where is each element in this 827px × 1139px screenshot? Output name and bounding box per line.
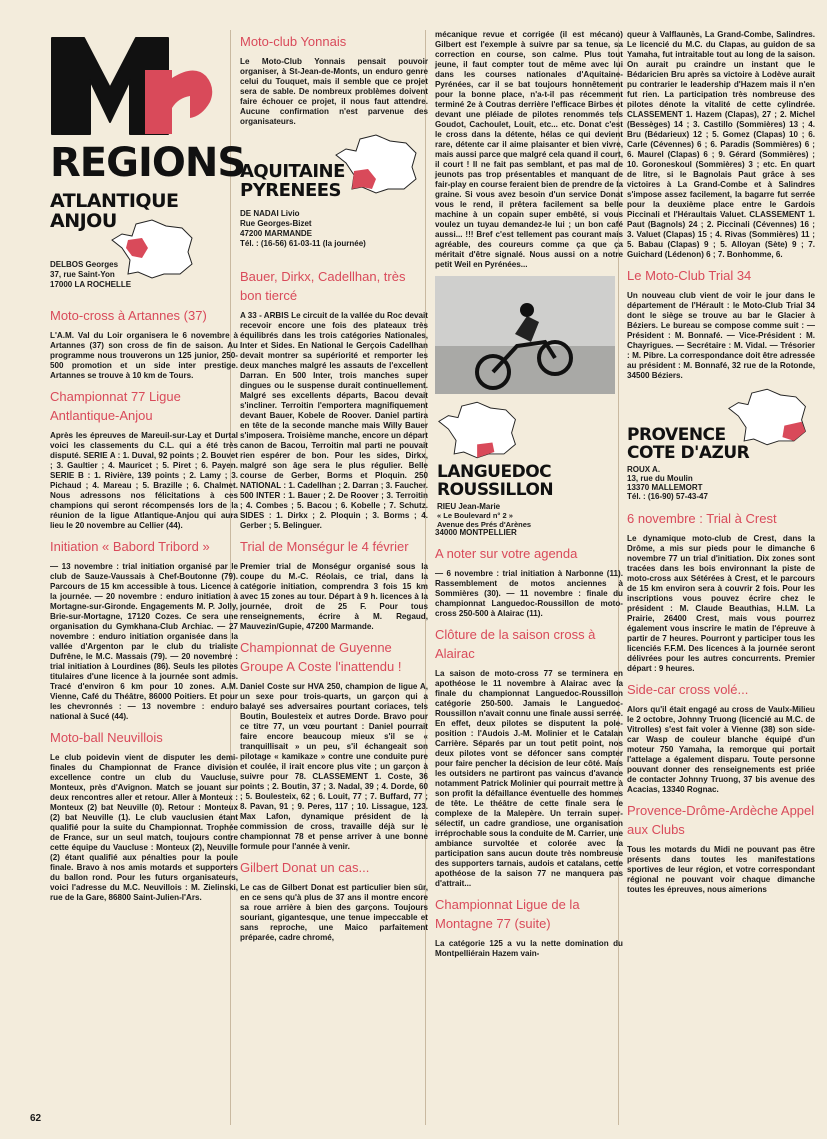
contact-name: DELBOS Georges [50,260,119,269]
contact-phone: Tél. : (16-90) 57-43-47 [627,492,708,501]
article-body: L'A.M. Val du Loir organisera le 6 novembre à Artannes (37) son cross de fin de saison. Au programme nous trouverons un 125 junior, 250-500 promotion et un side inter prestige. Artannes se trouve à 10 km de Tours. [50,331,238,380]
aquitaine-header [240,133,428,261]
article-heading: Gilbert Donat un cas... [240,860,370,875]
region-title: ANJOU [50,210,117,232]
article-body: Tous les motards du Midi ne pouvant pas être présents dans toutes les manifestations sportives de leur région, et votre correspondant régional ne pouvant voir chaque dimanche toutes les épreuves, nous aimerions [627,845,815,894]
article-body: Daniel Coste sur HVA 250, champion de ligue A, un sexe pour trois-quarts, un garçon qui a balayé ses adversaires pourtant coriaces, tels Boutin, Boulesteix et autres Dorde. Bravo pour ce titre 77, un vœu pourtant : Daniel pourrait faire encore beaucoup mieux s'il se « tranquillisait » un peu, s'il échangeait son pilotage « kamikaze » contre une conduite pure et coulée, il irait encore plus vite ; un garçon à suivre pour 78. CLASSEMENT 1. Coste, 36 points ; 2. Boutin, 37 ; 3. Nadal, 39 ; 4. Dorde, 60 ; 5. Boulesteix, 62 ; 6. Louit, 77 ; 7. Buffard, 77 ; 8. Pavan, 91 ; 9. Peres, 117 ; 10. Lissague, 123. Max Lafon, dynamique président de la commission de cross, travaille déjà sur le championnat 78 et pense arriver à une bonne formule pour l'année à venir. [240,682,428,851]
article-heading: Side-car cross volé... [627,682,749,697]
article-body: Alors qu'il était engagé au cross de Vaulx-Milieu le 2 octobre, Johnny Truong (licencié au M.C. de Vitrolles) s'est fait voler à Vienne (38) son side-car Wasp de couleur blanche équipé d'un moteur 750 Yamaha, la remorque qui portait l'attelage a également disparu. Toute personne pouvant donner des renseignements est priée de contacter Johnny Truong, 37 bis avenue des Acacias, 13340 Rognac. [627,705,815,794]
article-heading: Initiation « Babord Tribord » [50,539,210,554]
france-map-icon [435,400,525,460]
france-map-icon [332,133,426,195]
contact-address: Avenue des Prés d'Arènes [437,520,532,529]
mr-logo [50,30,220,140]
article-body: — 6 novembre : trial initiation à Narbonne (11). Rassemblement de motos anciennes à Sommières (30). — 11 novembre : finale du championnat Languedoc-Roussillon de moto-cross 250-500 à Alairac (11). [435,569,623,618]
article-body: queur à Valflaunès, La Grand-Combe, Salindres. Le licencié du M.C. du Clapas, au guidon de sa Yamaha, fut intraitable tout au long de la saison. On aurait pu craindre un instant que le Bédaricien Bru après sa victoire à Lodève aurait pu contrarier le leadership d'Hazem mais il n'en fut rien. La participation très nombreuse des pilotes dénote la vitalité de cette cylindrée. CLASSEMENT 1. Hazem (Clapas), 27 ; 2. Michel (Bessèges) 14 ; 3. Castillo (Sommières) 13 ; 4. Bru (Bédarieux) 12 ; 5. Gomez (Clapas) 10 ; 6. Carle (Cévennes) 6 ; 6. Paradis (Sommières) 6 ; 6. Maurel (Clapas) 6 ; 9. Gérard (Sommières) ; 10. Goroneskoul (Sommières) 3 ; etc. En quart de litre, si le Bagnolais Paut grâce à ses victoires à La Grand-Combe et à Salindres s'impose assez facilement, la bagarre fut serrée pour la deuxième place entre le Gardois Piccinali et l'Héraultais Valuet. CLASSEMENT 1. Paut (Bagnols) 24 ; 2. Piccinali (Cévennes) 16 ; 3. Valuet (Clapas) 15 ; 4. Rivas (Sommières) 11 ; 5. Babau (Clapas) 9 ; 5. Alloyan (Sète) 9 ; 7. Guichard (Lédenon) 6 ; 7. Bonhomme, 6. [627,30,815,259]
article-heading: Moto-ball Neuvillois [50,730,163,745]
contact-name: RIEU Jean-Marie [437,502,501,511]
region-title: LANGUEDOC [437,462,552,482]
contact-address: « Le Boulevard n° 2 » [437,511,513,520]
article-heading: Moto-cross à Artannes (37) [50,308,207,323]
article-heading: Moto-club Yonnais [240,34,347,49]
column-2 [240,30,428,949]
motocross-photo [435,276,615,394]
contact-city: 34000 MONTPELLIER [435,528,517,537]
contact-address: Rue Georges-Bizet [240,219,312,228]
contact-address: 37, rue Saint-Yon [50,270,115,279]
provence-header [627,387,815,503]
contact-city: 13370 MALLEMORT [627,483,703,492]
article-heading: Championnat 77 Ligue Antlantique-Anjou [50,389,181,423]
article-heading: Clôture de la saison cross à Alairac [435,627,596,661]
france-map-icon [725,387,815,447]
article-body: — 13 novembre : trial initiation organisé par le club de Sauze-Vaussais à Chef-Boutonne (79). Parcours de 15 km accessible à tous. Licence à la journée. — 20 novembre : enduro initiation à Mortagne-sur-Gironde. Engagements M. P. Jolly, Brie-sur-Mortagne, 17120 Cozes. Ce sera une organisation du Gymkhana-Club Archiac. — 27 novembre : enduro initiation organisée dans la vallée d'Argenton par le club du trialiste Dufrêne, le M.C. Massais (79). — 20 novembre : trial initiation à Lourdines (86). Seuls les pilotes titulaires d'une licence à la journée sont admis. Tracé d'environ 6 km pour 10 zones. A.M. Vienne, Café du Théâtre, 86000 Poitiers. Et pour les chevronnés : — 13 novembre : enduro national à Sucé (44). [50,562,238,721]
article-body: A 33 - ARBIS Le circuit de la vallée du Roc devait recevoir encore une fois des plateaux très équilibrés dans les trois catégories Nationales, Inter et Sides. En National le Gerçois Cadellhan devait montrer sa supériorité et remporter les deux manches malgré les assauts de l'excellent Darran. En 500 Inter, trois manches super dingues ou le suspense durait continuellement. Malgré ses excellents départs, Bacou devait s'incliner. Terroitin l'emportera magnifiquement devant Bauer, Kobele de Roover. Daniel partira en tête de la seconde manche mais Willy Bauer s'imposera. Troisième manche, encore un départ canon de Bacou, Terroitin mal parti ne pouvait rien espérer de bon. Pour les sides, Dirkx, malgré son âge sera le plus régulier. Belle course de Gerber, Borms et Ploquin. 250 NATIONAL : 1. Cadellhan ; 2. Darran ; 3. Faucher. 500 INTER : 1. Bauer ; 2. De Roover ; 3. Terroitin ; 4. Combes ; 5. Bacou ; 6. Kobelle ; 7. Schutz. SIDES : 1. Dirkx ; 2. Ploquin ; 3. Borms ; 4. Gerber ; 5. Belinguer. [240,311,428,530]
contact-city: 17000 LA ROCHELLE [50,280,132,289]
contact-name: DE NADAI Livio [240,209,300,218]
article-body: La saison de moto-cross 77 se terminera en apothéose le 11 novembre à Alairac avec la finale du championnat Languedoc-Roussillon catégorie 250-500. Jamais le Languedoc-Roussillon n'avait connu une finale aussi serrée. En effet, deux pilotes se disputent la pole-position : l'Audois J.-M. Molinier et le Catalan Carrière. Séparés par un tout petit point, nos deux pilotes vont se défoncer sans compter pour faire pencher la décision de leur côté. Mais les outsiders ne partiront pas vaincus d'avance notamment Patrick Molinier qui pourrait mettre à son profit la défaillance éventuelle des hommes de tête. Le théâtre de cette finale sera le complexe de la Malepère. Un terrain super-sélectif, un cadre grandiose, une organisation irréprochable sous la conduite de M. Carrier, une ambiance survoltée et colorée avec la participation sans aucun doute très nombreuse des supporters tarnais, audois et catalans, cette apothéose de la saison 77 ne manquera pas d'attrait... [435,669,624,888]
region-title: PYRENEES [240,180,342,201]
column-4 [627,30,815,901]
contact-name: ROUX A. [627,465,661,474]
article-body: Le Moto-Club Yonnais pensait pouvoir organiser, à St-Jean-de-Monts, un enduro genre celui du Touquet, mais il semble que ce projet sera de sable. De nombreux problèmes doivent faire échouer ce projet, il nous faut attendre. Aucune confirmation n'est parvenue des organisateurs. [240,57,428,126]
article-body: Après les épreuves de Mareuil-sur-Lay et Durtal voici les classements du C.L. qui a été très disputé. SERIE A : 1. Duval, 92 points ; 2. Bouvet ; 3. Gaultier ; 4. Mauricet ; 5. Piret ; 6. Payen. SERIE B : 1. Rivière, 139 points ; 2. Lamy ; 3. Pichaud ; 4. Mareau ; 5. Brazille ; 6. Chalmet. Nous adressons nos félicitations à ces champions qui seront récompensés lors de la réunion de la ligue Atlantique-Anjou qui aura lieu le 20 novembre au Cellier (44). [50,431,238,530]
article-heading: Trial de Monségur le 4 février [240,539,409,554]
region-title: ROUSSILLON [437,480,554,500]
article-body: Un nouveau club vient de voir le jour dans le département de l'Hérault : le Moto-Club Trial 34 dont le siège se trouve au bar le Glacier à Béziers. Le bureau se compose comme suit : — Président : M. Bonnafé. — Vice-Président : M. Chayrigues. — Secrétaire : M. Vidal. — Trésorier : M. Pibre. La correspondance doit être adressée au président : M. Bonnafé, 32 rue de la Rotonde, 34500 Béziers. [627,291,815,380]
languedoc-header [435,398,623,530]
region-title: PROVENCE [627,425,726,445]
page-number: 62 [30,1113,42,1124]
column-1 [50,30,246,909]
article-body: Le cas de Gilbert Donat est particulier bien sûr, en ce sens qu'à plus de 37 ans il montre encore sa roue arrière à bien des garçons. Toujours souriant, gigantesque, une tenue impeccable et sans reproche, une Maico parfaitement préparée, cadre chromé, [240,883,428,942]
article-heading: Championnat Ligue de la Montagne 77 (suite) [435,897,580,931]
contact-phone: Tél. : (16-56) 61-03-11 (la journée) [240,239,366,248]
article-heading: Championnat de Guyenne Groupe A Coste l'inattendu ! [240,640,402,674]
article-heading: Provence-Drôme-Ardèche Appel aux Clubs [627,803,815,837]
masthead-title: REGIONS [50,140,246,186]
column-3 [435,30,623,965]
region-title: ATLANTIQUE [50,190,179,212]
article-body: Le club poidevin vient de disputer les demi-finales du Championnat de France division excellence contre un club du Vaucluse, Monteux, près d'Avignon. Match se jouant sur deux rencontres aller et retour. Aller à Monteux : Monteux (2) bat Neuville (0). Retour : Monteux (2) bat Neuville (1). Le club vauclusien étant qualifié pour la suite du Championnat. Trophée de France, sur un seul match, toujours contre cette équipe du Vaucluse : Monteux (2), Neuville (2) étant qualifié aux pénalties pour la poule finale. Bravo à nos amis motards et supporters du ballon rond. Pour les futurs organisateurs, voici l'adresse du M.C. Neuvillois : M. Zielinski, rue de la Gare, 86800 Saint-Julien-l'Ars. [50,753,238,902]
article-heading: Bauer, Dirkx, Cadellhan, très bon tiercé [240,269,406,303]
atlantique-header [50,192,238,300]
article-body: mécanique revue et corrigée (il est mécano) Gilbert est l'exemple à suivre par sa tenue, sa correction en course, son calme. Plus tout jeune, il faut compter tout de même avec lui dans les courses nationales d'Aquitaine-Pyrénées, car il se bat toujours honnêtement pour la bonne place, n'a-t-il pas récemment terminé 2e à Coutras derrière l'efficace Birbes et devant une pléiade de pilotes renommés tels Goudot, Cachoulet, Louit, etc... etc. Donat c'est le cross dans la détente, hélas ce qui devient rare, détente car il aime plaisanter et bien vivre, mais aussi parce que malgré cela quand il court, il court ! Il ne fait pas semblant, et pas mal de jeunots pas trop présentables et manquant de fair-play en course feraient bien de prendre de la graine. Si vous avez besoin d'un service Donat vous le rend, il prêtera facilement sa belle machine à un copain super embêté, si vous voulez un tuyau demandez-le lui ; un bon café aussi... !!! Bref c'est tellement pas courant mais agréable, des coureurs comme ça que ça méritait d'être signalé. Nous aussi on a notre petit Weil en Pyrénées... [435,30,623,269]
article-body: La catégorie 125 a vu la nette domination du Montpelliérain Hazem vain- [435,939,623,958]
region-title: COTE D'AZUR [627,443,750,463]
contact-address: 13, rue du Moulin [627,474,693,483]
france-map-icon [108,218,200,280]
article-body: Premier trial de Monségur organisé sous la coupe du M.-C. Réolais, ce trial, dans la catégorie initiation, comprendra 3 fois 15 km avec 15 zones au tour. Départ à 9 h. licences à la journée, droit de 25 F. Pour tous renseignements, écrire à M. Regaud, Mauvezin/Gupie, 47200 Marmande. [240,562,428,631]
article-heading: 6 novembre : Trial à Crest [627,511,777,526]
region-title: AQUITAINE [240,161,345,182]
article-heading: A noter sur votre agenda [435,546,578,561]
article-heading: Le Moto-Club Trial 34 [627,268,752,283]
article-body: Le dynamique moto-club de Crest, dans la Drôme, a mis sur pieds pour le dimanche 6 novembre 77 un trial d'initiation. Dix zones sont tracées dans les bois environnant la piste de moto-cross aux Sétérées à Crest, et le parcours de 15 km environ sera à couvrir 2 fois. Pour les inscriptions vous pouvez écrire chez le président : M. Claude Beauthias, H.LM. La Prairie, 26400 Crest, mais vous pourrez également vous inscrire le matin de l'épreuve à partir de 7 heures. Pourront y participer tous les licenciés F.F.M. Des licences à la journée seront délivrées pour les autres concurrents. Premier départ : 9 heures. [627,534,815,673]
contact-city: 47200 MARMANDE [240,229,313,238]
